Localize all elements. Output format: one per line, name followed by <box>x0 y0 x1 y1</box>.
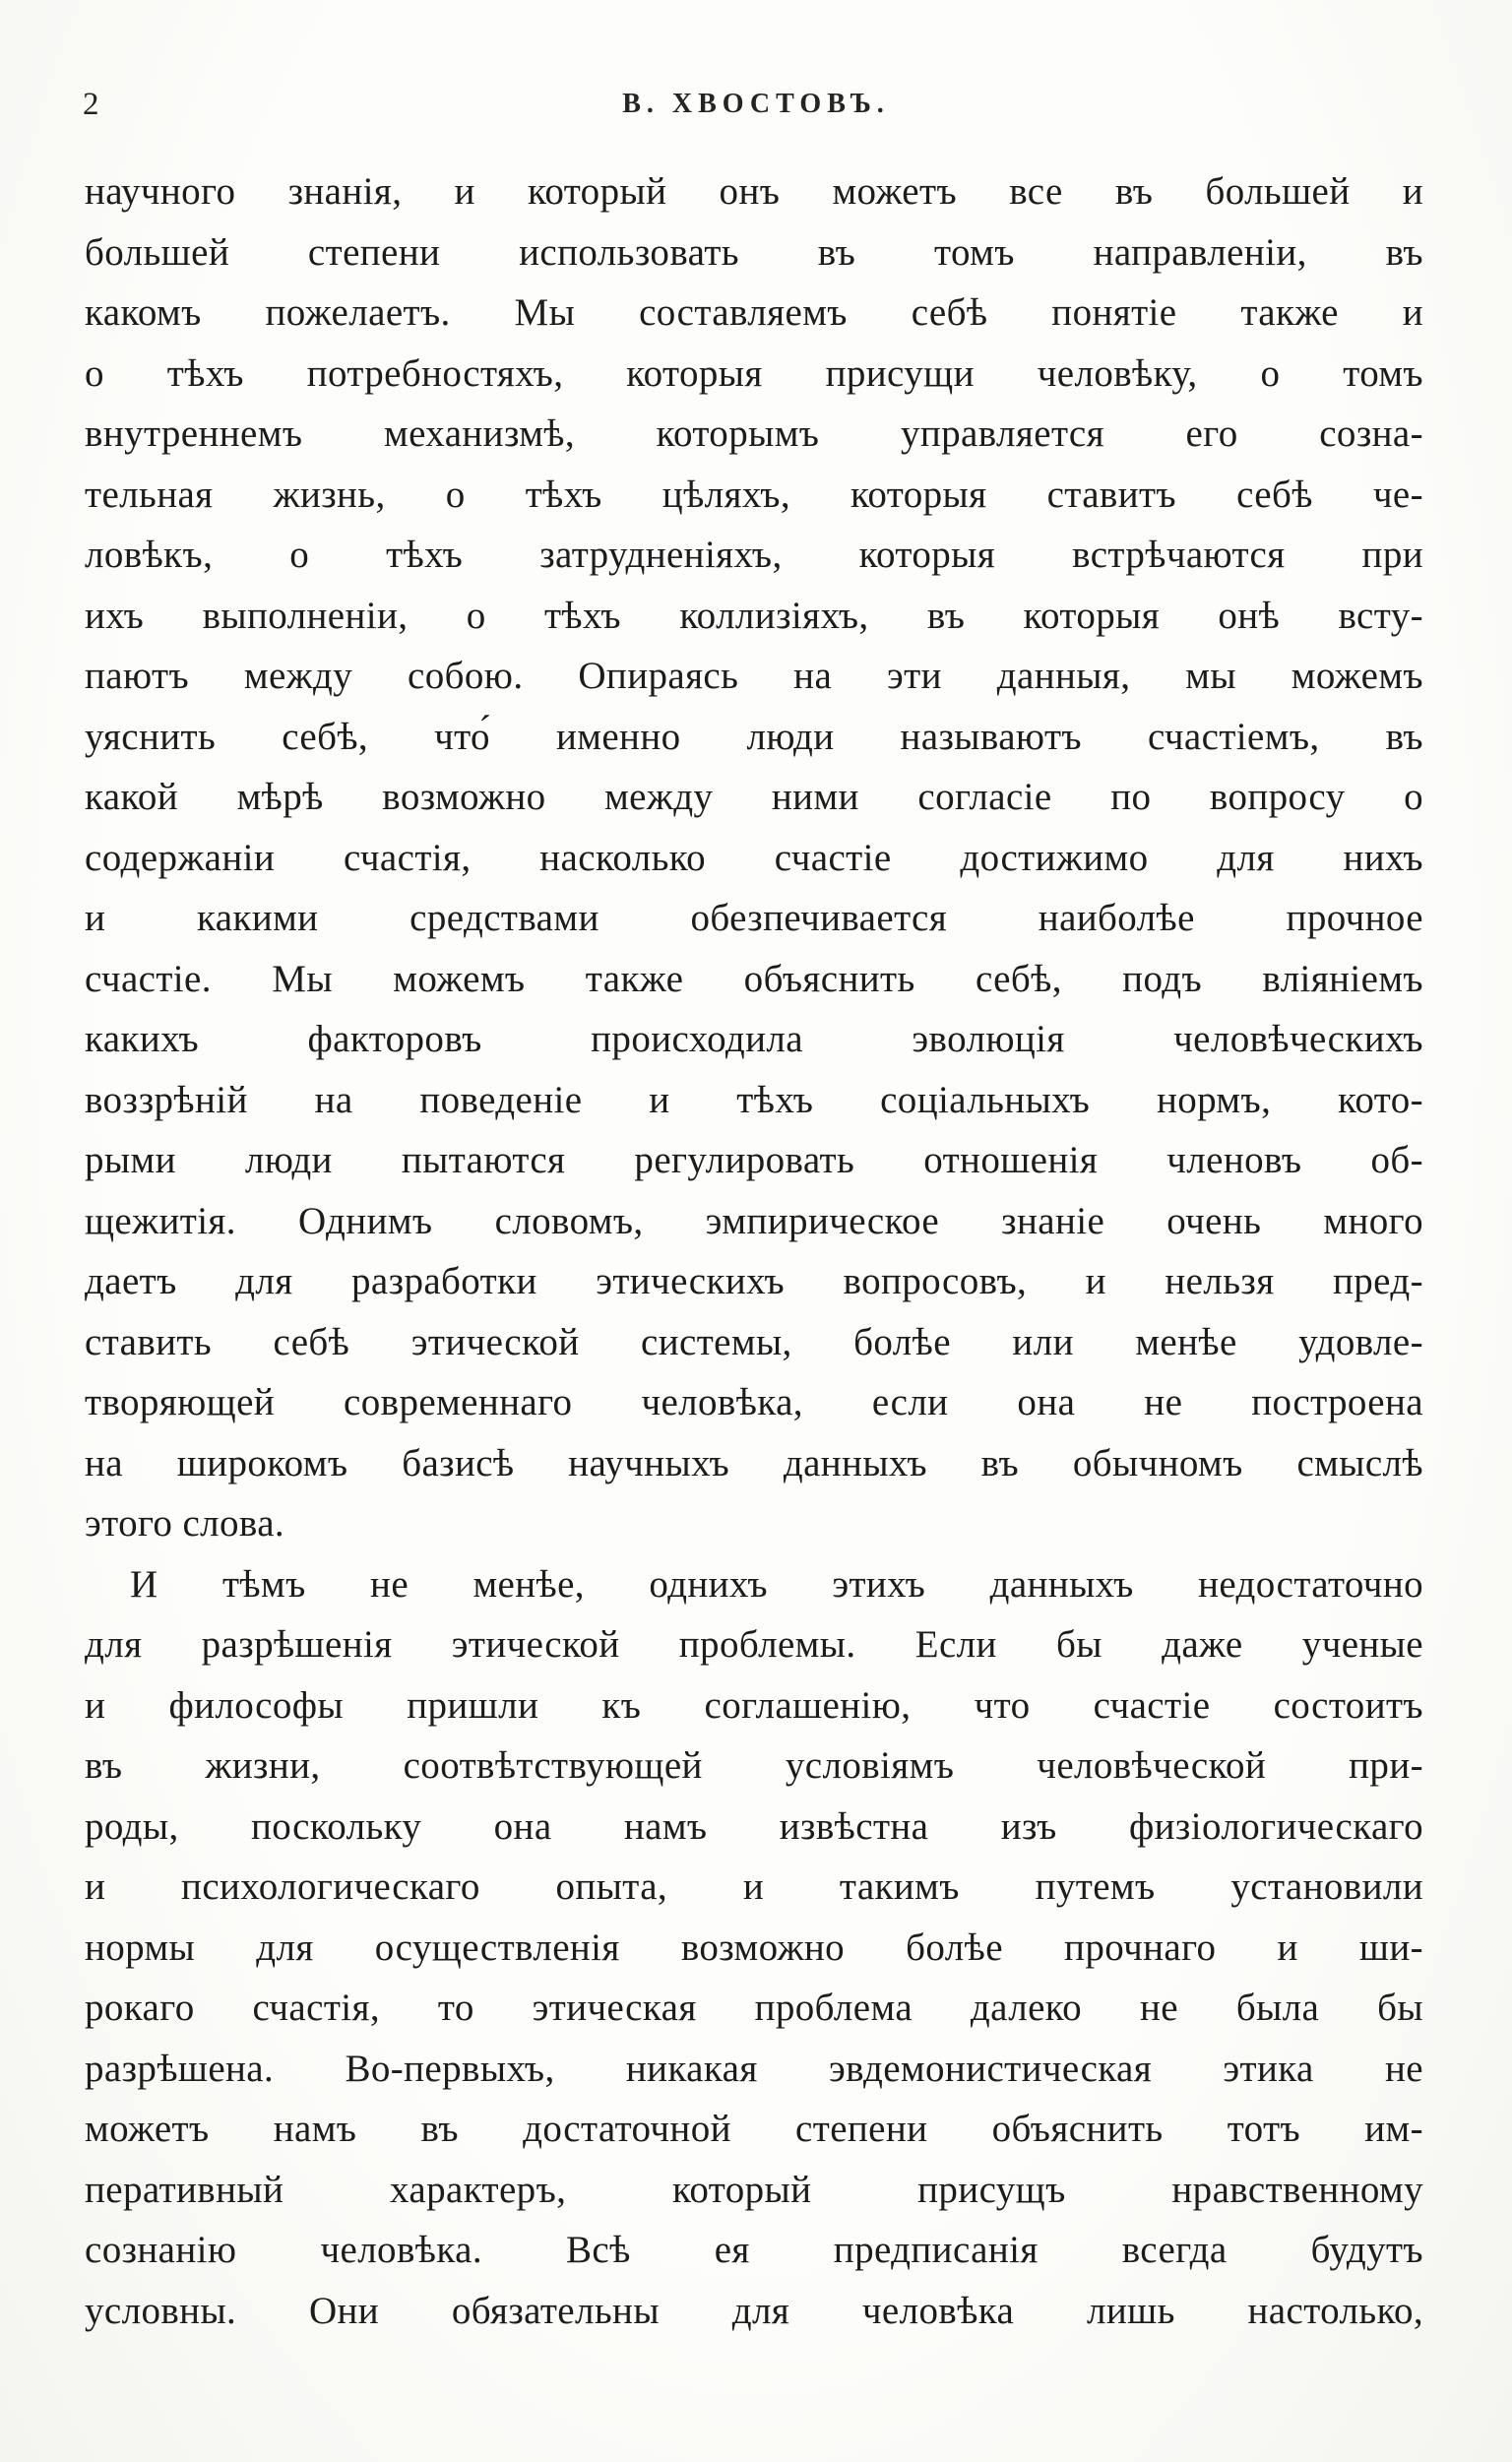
text-line: рыми люди пытаются регулировать отношенія членовъ об- <box>85 1139 1423 1181</box>
text-line: научного знанія, и который онъ можетъ все въ большей и <box>85 170 1423 213</box>
text-line: разрѣшена. Во-первыхъ, никакая эвдемонистическая этика не <box>85 2047 1423 2090</box>
text-line: творяющей современнаго человѣка, если она не построена <box>85 1381 1423 1423</box>
text-line: даетъ для разработки этическихъ вопросовъ, и нельзя пред- <box>85 1260 1423 1302</box>
text-line: и психологическаго опыта, и такимъ путемъ установили <box>85 1865 1423 1908</box>
text-line: паютъ между собою. Опираясь на эти данныя, мы можемъ <box>85 655 1423 697</box>
text-line: можетъ намъ въ достаточной степени объяснить тотъ им- <box>85 2108 1423 2150</box>
text-line: этого слова. <box>85 1502 285 1545</box>
text-line: перативный характеръ, который присущъ нравственному <box>85 2168 1423 2211</box>
text-line: внутреннемъ механизмѣ, которымъ управляется его созна- <box>85 412 1423 455</box>
text-line: о тѣхъ потребностяхъ, которыя присущи человѣку, о томъ <box>85 351 1423 395</box>
text-line: на широкомъ базисѣ научныхъ данныхъ въ обычномъ смыслѣ <box>85 1441 1423 1484</box>
text-line: роды, поскольку она намъ извѣстна изъ физіологическаго <box>85 1804 1423 1848</box>
text-line: ихъ выполненіи, о тѣхъ коллизіяхъ, въ которыя онѣ всту- <box>85 594 1423 637</box>
text-line: какомъ пожелаетъ. Мы составляемъ себѣ понятіе также и <box>85 291 1423 334</box>
text-line: щежитія. Однимъ словомъ, эмпирическое знаніе очень много <box>85 1199 1423 1242</box>
text-line: большей степени использовать въ томъ направленіи, въ <box>85 230 1423 274</box>
text-line: какой мѣрѣ возможно между ними согласіе по вопросу о <box>85 776 1423 818</box>
text-line: ставить себѣ этической системы, болѣе или менѣе удовле- <box>85 1320 1423 1363</box>
text-line: содержаніи счастія, насколько счастіе достижимо для нихъ <box>85 836 1423 879</box>
text-line: счастіе. Мы можемъ также объяснить себѣ, подъ вліяніемъ <box>85 957 1423 1000</box>
running-title: В. ХВОСТОВЪ. <box>622 89 890 119</box>
page-number: 2 <box>83 87 99 122</box>
text-line: нормы для осуществленія возможно болѣе прочнаго и ши- <box>85 1925 1423 1969</box>
text-line: какихъ факторовъ происходила эволюція человѣческихъ <box>85 1018 1423 1060</box>
text-line: ловѣкъ, о тѣхъ затрудненіяхъ, которыя встрѣчаются при <box>85 534 1423 576</box>
text-line: и философы пришли къ соглашенію, что счастіе состоитъ <box>85 1683 1423 1727</box>
text-line: для разрѣшенія этической проблемы. Если бы даже ученые <box>85 1623 1423 1666</box>
paragraph <box>85 1554 1423 2342</box>
text-line: въ жизни, соотвѣтствующей условіямъ человѣческой при- <box>85 1744 1423 1787</box>
text-line: и какими средствами обезпечивается наиболѣе прочное <box>85 897 1423 939</box>
text-block <box>0 161 1512 2341</box>
paragraph <box>85 161 1423 1554</box>
text-line: рокаго счастія, то этическая проблема далеко не была бы <box>85 1987 1423 2029</box>
page-header <box>0 87 1512 130</box>
text-line: уяснить себѣ, что́ именно люди называютъ счастіемъ, въ <box>85 715 1423 758</box>
text-line: условны. Они обязательны для человѣка лишь настолько, <box>85 2289 1423 2332</box>
text-line: И тѣмъ не менѣе, однихъ этихъ данныхъ недостаточно <box>130 1562 1423 1606</box>
text-line: сознанію человѣка. Всѣ ея предписанія всегда будутъ <box>85 2229 1423 2271</box>
text-line: воззрѣній на поведеніе и тѣхъ соціальныхъ нормъ, кото- <box>85 1078 1423 1121</box>
text-line: тельная жизнь, о тѣхъ цѣляхъ, которыя ставитъ себѣ че- <box>85 473 1423 516</box>
